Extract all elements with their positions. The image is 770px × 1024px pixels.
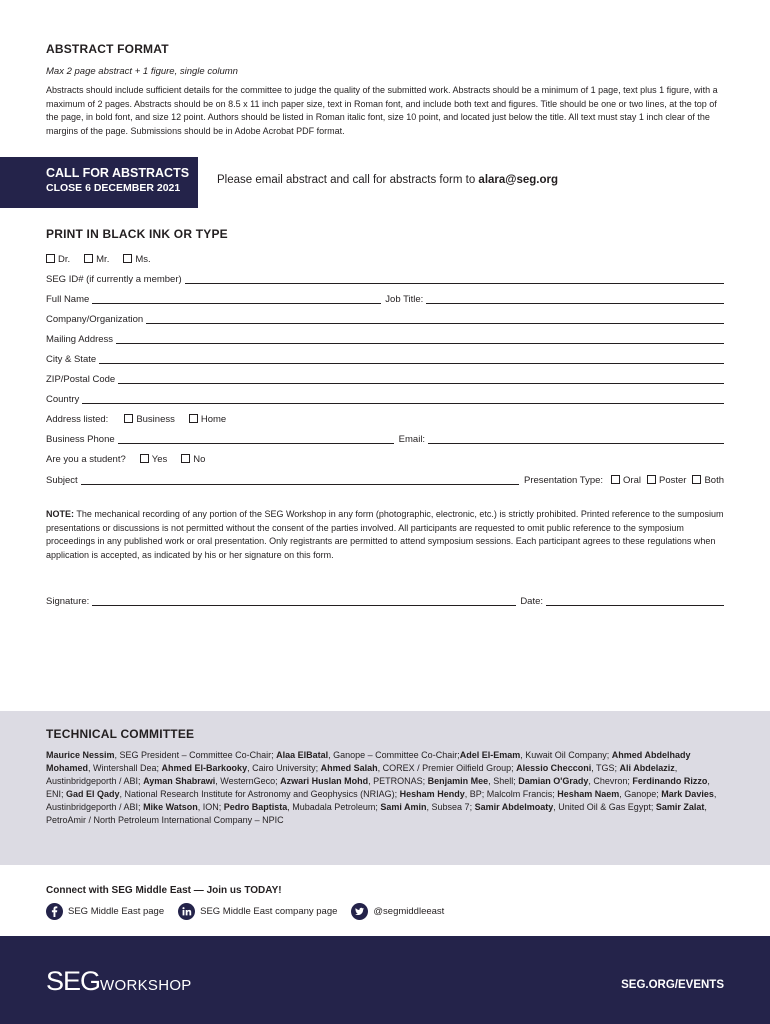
social-links: [46, 903, 444, 920]
form-heading: PRINT IN BLACK INK OR TYPE: [46, 227, 228, 241]
job-title-input[interactable]: [426, 293, 724, 304]
committee-member-affiliation: , COREX / Premier Oilfield Group;: [377, 763, 517, 773]
phone-email-row: [46, 432, 724, 446]
facebook-icon: [46, 903, 63, 920]
committee-member-name: Azwari Huslan Mohd: [280, 776, 369, 786]
logo-seg-text: SEG: [46, 966, 101, 996]
checkbox[interactable]: [123, 254, 132, 263]
committee-member-name: Benjamin Mee: [427, 776, 489, 786]
committee-member-name: Ahmed Salah: [320, 763, 378, 773]
committee-member-name: Samir Abdelmoaty: [474, 802, 554, 812]
committee-member-name: Ferdinando Rizzo: [632, 776, 708, 786]
option-label: Business: [136, 414, 175, 425]
facebook-link[interactable]: [46, 903, 164, 920]
full-name-label: Full Name: [46, 294, 90, 305]
subject-label: Subject: [46, 475, 78, 486]
company-label: Company/Organization: [46, 314, 144, 325]
social-title: Connect with SEG Middle East — Join us TODAY!: [46, 885, 282, 896]
checkbox[interactable]: [140, 454, 149, 463]
seg-id-input[interactable]: [185, 273, 724, 284]
date-input[interactable]: [546, 595, 724, 606]
country-field: [46, 392, 724, 406]
address-listed-label: Address listed:: [46, 414, 109, 425]
business-phone-label: Business Phone: [46, 434, 115, 445]
events-link[interactable]: SEG.ORG/EVENTS: [621, 979, 724, 991]
committee-member-name: Hesham Naem: [557, 789, 620, 799]
student-label: Are you a student?: [46, 454, 126, 465]
address-home-option[interactable]: [189, 414, 226, 426]
committee-member-name: Samir Zalat: [655, 802, 705, 812]
title-row: [46, 252, 724, 266]
call-message-text: Please email abstract and call for abstracts form to: [217, 174, 479, 186]
committee-panel: [0, 711, 770, 865]
committee-member-affiliation: , Subsea 7;: [426, 802, 475, 812]
committee-member-affiliation: , Ganope;: [619, 789, 662, 799]
committee-member-name: Adel El-Emam: [459, 750, 521, 760]
committee-member-name: Damian O'Grady: [518, 776, 589, 786]
committee-member-name: Maurice Nessim: [46, 750, 115, 760]
checkbox[interactable]: [647, 475, 656, 484]
subject-row: [46, 473, 724, 487]
call-message: [217, 174, 558, 186]
option-label: Both: [704, 475, 724, 486]
committee-member-affiliation: , Chevron;: [588, 776, 633, 786]
zip-label: ZIP/Postal Code: [46, 374, 116, 385]
note-paragraph: [46, 508, 724, 562]
checkbox[interactable]: [189, 414, 198, 423]
student-yes-option[interactable]: [140, 454, 168, 466]
city-state-input[interactable]: [99, 353, 724, 364]
job-title-label: Job Title:: [385, 294, 424, 305]
abstract-format-title: ABSTRACT FORMAT: [46, 42, 169, 56]
linkedin-link[interactable]: [178, 903, 337, 920]
company-input[interactable]: [146, 313, 724, 324]
city-state-label: City & State: [46, 354, 97, 365]
option-label: No: [193, 454, 206, 465]
committee-member-affiliation: , ION;: [197, 802, 224, 812]
seg-workshop-logo: [46, 966, 192, 997]
committee-member-affiliation: , Austinbridgeporth / ABI;: [46, 763, 678, 786]
committee-member-affiliation: , PetroAmir / North Petroleum International Company – NPIC: [46, 802, 707, 825]
title-ms-option[interactable]: [123, 254, 150, 266]
committee-member-name: Mike Watson: [143, 802, 198, 812]
presentation-both-option[interactable]: [692, 475, 724, 487]
option-label: Ms.: [135, 254, 151, 265]
footer: [0, 936, 770, 1024]
seg-id-field: [46, 272, 724, 286]
committee-member-name: Sami Amin: [380, 802, 427, 812]
call-banner: [0, 157, 198, 208]
checkbox[interactable]: [46, 254, 55, 263]
option-label: Mr.: [96, 254, 110, 265]
checkbox[interactable]: [611, 475, 620, 484]
subject-input[interactable]: [81, 474, 519, 485]
address-business-option[interactable]: [124, 414, 175, 426]
linkedin-icon: [178, 903, 195, 920]
checkbox[interactable]: [692, 475, 701, 484]
full-name-input[interactable]: [92, 293, 381, 304]
abstract-format-subtitle: Max 2 page abstract + 1 figure, single column: [46, 66, 238, 77]
signature-input[interactable]: [92, 595, 516, 606]
committee-member-name: Hesham Hendy: [399, 789, 465, 799]
presentation-type-label: Presentation Type:: [523, 475, 604, 486]
option-label: Yes: [151, 454, 168, 465]
committee-member-affiliation: , ENI;: [46, 776, 710, 799]
presentation-poster-option[interactable]: [647, 475, 686, 487]
mailing-address-label: Mailing Address: [46, 334, 114, 345]
committee-member-affiliation: , Cairo University;: [247, 763, 321, 773]
committee-member-affiliation: , United Oil & Gas Egypt;: [553, 802, 656, 812]
committee-members: [46, 749, 726, 827]
twitter-link[interactable]: [351, 903, 444, 920]
country-label: Country: [46, 394, 80, 405]
city-state-field: [46, 352, 724, 366]
email-label: Email:: [398, 434, 426, 445]
option-label: Dr.: [58, 254, 71, 265]
mailing-address-input[interactable]: [116, 333, 724, 344]
seg-id-label: SEG ID# (if currently a member): [46, 274, 182, 285]
date-label: Date:: [520, 596, 544, 607]
facebook-label: SEG Middle East page: [68, 906, 165, 917]
title-dr-option[interactable]: [46, 254, 70, 266]
committee-member-affiliation: , TGS;: [591, 763, 620, 773]
presentation-oral-option[interactable]: [611, 475, 641, 487]
option-label: Oral: [623, 475, 641, 486]
call-email-link[interactable]: alara@seg.org: [478, 174, 559, 186]
committee-member-affiliation: , BP; Malcolm Francis;: [464, 789, 558, 799]
company-field: [46, 312, 724, 326]
title-mr-option[interactable]: [84, 254, 109, 266]
linkedin-label: SEG Middle East company page: [200, 906, 338, 917]
committee-member-affiliation: , Mubadala Petroleum;: [287, 802, 381, 812]
committee-member-name: Ali Abdelaziz: [619, 763, 675, 773]
committee-member-name: Pedro Baptista: [223, 802, 288, 812]
twitter-icon: [351, 903, 368, 920]
country-input[interactable]: [82, 393, 724, 404]
abstract-format-body: Abstracts should include sufficient details for the committee to judge the quality of the submitted work. Abstracts should be a minimum of 1 page, text plus 1 figure, with a maximum of 2 pages. Abstracts should be on 8.5 x 11 inch paper size, text in Roman font, and include both text and figures. Title should be one or two lines, at the top of the page, in bold font, and size 12 point. Authors should be listed in Roman italic font, size 10 point, and located just below the title. All text must stay 1 inch clear of the margins of the page. Submissions should be in Adobe Acrobat PDF format.: [46, 85, 718, 136]
note-text: The mechanical recording of any portion of the SEG Workshop in any form (photographic, electronic, etc.) is strictly prohibited. Printed reference to the sumposium presentations or discussions is not permitted without the consent of the parties involved. All participants are requested to omit public reference to the symposium proceedings in any published work or oral presentation. Only registrants are permitted to attend symposium sessions. Each participant agrees to these regulations when application is accepted, as indicated by his or her signature on this form.: [46, 509, 724, 560]
signature-row: [46, 594, 724, 608]
committee-member-name: Ayman Shabrawi: [143, 776, 216, 786]
twitter-label: @segmiddleeast: [373, 906, 445, 917]
email-input[interactable]: [428, 433, 724, 444]
committee-member-affiliation: , SEG President – Committee Co-Chair;: [114, 750, 277, 760]
checkbox[interactable]: [181, 454, 190, 463]
note-label: NOTE:: [46, 509, 74, 519]
committee-member-affiliation: , National Research Institute for Astronomy and Geophysics (NRIAG);: [119, 789, 400, 799]
committee-member-affiliation: , Shell;: [488, 776, 519, 786]
committee-member-name: Alaa ElBatal: [276, 750, 329, 760]
student-no-option[interactable]: [181, 454, 205, 466]
logo-workshop-text: WORKSHOP: [100, 977, 192, 994]
signature-label: Signature:: [46, 596, 90, 607]
call-banner-close-date: CLOSE 6 DECEMBER 2021: [46, 182, 181, 194]
committee-member-name: Mark Davies: [661, 789, 714, 799]
zip-field: [46, 372, 724, 386]
committee-member-affiliation: , PETRONAS;: [368, 776, 428, 786]
name-row: [46, 292, 724, 306]
business-phone-input[interactable]: [118, 433, 394, 444]
mailing-field: [46, 332, 724, 346]
checkbox[interactable]: [84, 254, 93, 263]
student-row: [46, 452, 724, 466]
committee-member-name: Ahmed El-Barkooky: [161, 763, 248, 773]
committee-member-affiliation: , Wintershall Dea;: [88, 763, 162, 773]
committee-member-name: Alessio Checconi: [516, 763, 592, 773]
committee-member-affiliation: , Ganope – Committee Co-Chair;: [328, 750, 460, 760]
committee-member-name: Gad El Qady: [66, 789, 120, 799]
address-listed-row: [46, 412, 724, 426]
committee-member-affiliation: , WesternGeco;: [215, 776, 281, 786]
zip-input[interactable]: [118, 373, 724, 384]
committee-title: TECHNICAL COMMITTEE: [46, 727, 195, 741]
committee-member-affiliation: , Austinbridgeporth / ABI;: [46, 789, 717, 812]
option-label: Poster: [658, 475, 687, 486]
call-banner-title: CALL FOR ABSTRACTS: [46, 166, 190, 180]
committee-member-name: Ahmed Abdelhady Mohamed: [46, 750, 691, 773]
option-label: Home: [200, 414, 227, 425]
committee-member-affiliation: , Kuwait Oil Company;: [520, 750, 612, 760]
checkbox[interactable]: [124, 414, 133, 423]
